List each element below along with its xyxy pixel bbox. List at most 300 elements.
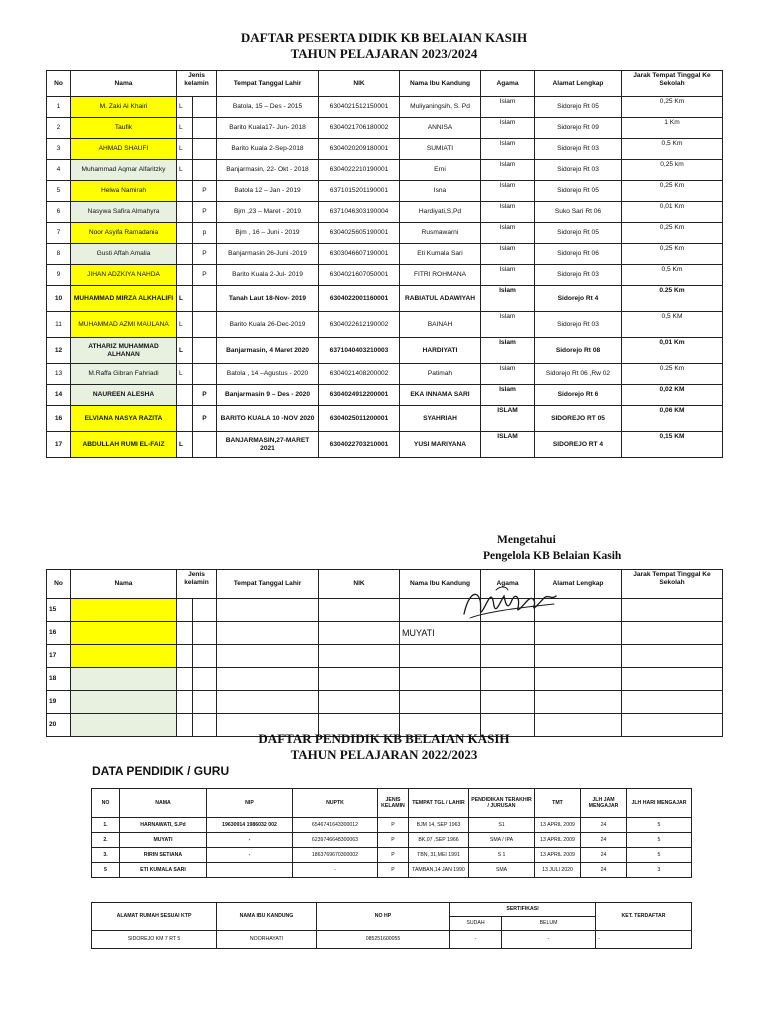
header2-jarak: Jarak Tempat Tinggal Ke Sekolah bbox=[622, 570, 723, 599]
student-gender-p: P bbox=[193, 385, 217, 406]
teacher-nip: 19630914 1986032 002 bbox=[207, 818, 293, 833]
detail-belum: - bbox=[502, 931, 596, 949]
student-name: ABDULLAH RUMI EL-FAIZ bbox=[71, 432, 177, 458]
student-mother: Eti Kumala Sari bbox=[400, 244, 481, 265]
student2-nik bbox=[319, 645, 400, 668]
acknowledgement-line-2: Pengelola KB Belaian Kasih bbox=[483, 550, 622, 562]
student-no: 5 bbox=[47, 181, 71, 202]
student2-nik bbox=[319, 691, 400, 714]
student-nik: 6371040403210003 bbox=[319, 338, 400, 364]
teacher-nip bbox=[207, 863, 293, 878]
student-row bbox=[47, 223, 723, 244]
title-line-1: DAFTAR PESERTA DIDIK KB BELAIAN KASIH bbox=[240, 30, 528, 45]
student2-row bbox=[47, 668, 723, 691]
student2-p bbox=[193, 622, 217, 645]
student2-jarak bbox=[622, 691, 723, 714]
student-mother: Isna bbox=[400, 181, 481, 202]
header-agama: Agama bbox=[481, 71, 535, 97]
student-address: Sidorejo Rt 08 bbox=[535, 338, 622, 364]
teacher-nip: - bbox=[207, 848, 293, 863]
teacher-hari: 5 bbox=[627, 833, 692, 848]
header-no: No bbox=[47, 71, 71, 97]
student-distance: 0,25 Km bbox=[622, 223, 723, 244]
student-religion: Islam bbox=[481, 223, 535, 244]
student-gender-p bbox=[193, 97, 217, 118]
details-header-sertifikasi: SERTIFIKASI bbox=[450, 903, 596, 917]
student-no: 12 bbox=[47, 338, 71, 364]
student2-no: 16 bbox=[47, 622, 71, 645]
student-name: Noor Asyifa Ramadania bbox=[71, 223, 177, 244]
student-row bbox=[47, 181, 723, 202]
student2-row bbox=[47, 691, 723, 714]
student-religion: Islam bbox=[481, 385, 535, 406]
student-religion: Islam bbox=[481, 312, 535, 338]
header2-ttl: Tempat Tanggal Lahir bbox=[217, 570, 319, 599]
student-name: Taufik bbox=[71, 118, 177, 139]
student2-jarak bbox=[622, 599, 723, 622]
teacher-row bbox=[92, 848, 692, 863]
student-address: Sidorejo Rt 6 bbox=[535, 385, 622, 406]
student-gender-l: L bbox=[177, 338, 193, 364]
details-header-alamat: ALAMAT RUMAH SESUAI KTP bbox=[92, 903, 217, 931]
student2-alamat bbox=[535, 645, 622, 668]
student-gender-p bbox=[193, 432, 217, 458]
student-nik: 6304022210190001 bbox=[319, 160, 400, 181]
students2-header-row bbox=[47, 570, 723, 599]
student-nik: 6371015201190001 bbox=[319, 181, 400, 202]
guru-header-tmt: TMT bbox=[535, 789, 581, 818]
student-address: Sidorejo Rt 05 bbox=[535, 97, 622, 118]
student-distance: 0,02 KM bbox=[622, 385, 723, 406]
teacher-details-table bbox=[91, 902, 692, 949]
student-no: 14 bbox=[47, 385, 71, 406]
detail-alamat: SIDOREJO KM 7 RT 5 bbox=[92, 931, 217, 949]
details-header-hp: NO HP bbox=[317, 903, 450, 931]
document-title-2 bbox=[0, 731, 768, 763]
student-gender-l: L bbox=[177, 160, 193, 181]
student2-alamat bbox=[535, 668, 622, 691]
student-mother: Erni bbox=[400, 160, 481, 181]
teacher-hari: 5 bbox=[627, 818, 692, 833]
section-title: DATA PENDIDIK / GURU bbox=[92, 764, 230, 778]
student-name: NAUREEN ALESHA bbox=[71, 385, 177, 406]
student2-name bbox=[71, 668, 177, 691]
student-name: M. Zaki Al Khairi bbox=[71, 97, 177, 118]
student-gender-l bbox=[177, 406, 193, 432]
student2-l bbox=[177, 622, 193, 645]
student2-row bbox=[47, 645, 723, 668]
student-address: Sidorejo Rt 03 bbox=[535, 160, 622, 181]
detail-sudah: - bbox=[450, 931, 502, 949]
student-nik: 6304025605190001 bbox=[319, 223, 400, 244]
student-mother: ANNISA bbox=[400, 118, 481, 139]
student-gender-l bbox=[177, 223, 193, 244]
teacher-tmt: 13 JULI 2020 bbox=[535, 863, 581, 878]
student2-mother bbox=[400, 691, 481, 714]
student-mother: YUSI MARIYANA bbox=[400, 432, 481, 458]
student2-agama bbox=[481, 645, 535, 668]
student-address: Sidorejo Rt 06 ,Rw 02 bbox=[535, 364, 622, 385]
teacher-hari: 5 bbox=[627, 848, 692, 863]
student-religion: ISLAM bbox=[481, 432, 535, 458]
student-mother: HARDIYATI bbox=[400, 338, 481, 364]
student-no: 10 bbox=[47, 286, 71, 312]
teacher-nuptk: 6546741643300012 bbox=[293, 818, 378, 833]
header-alamat: Alamat Lengkap bbox=[535, 71, 622, 97]
student-name: Nasywa Safira Almahyra bbox=[71, 202, 177, 223]
student-no: 16 bbox=[47, 406, 71, 432]
student-mother: FITRI ROHMANA bbox=[400, 265, 481, 286]
teacher-nama: HARNAWATI, S.Pd bbox=[120, 818, 207, 833]
student-distance: 0,5 KM bbox=[622, 312, 723, 338]
teacher-ttl: BJM 14, SEP 1963 bbox=[409, 818, 469, 833]
student2-l bbox=[177, 645, 193, 668]
student-nik: 6304022612190002 bbox=[319, 312, 400, 338]
student-gender-p: P bbox=[193, 265, 217, 286]
student-distance: 0,5 Km bbox=[622, 139, 723, 160]
student-address: SIDOREJO RT 05 bbox=[535, 406, 622, 432]
student2-mother bbox=[400, 668, 481, 691]
teacher-nama: ETI KUMALA SARI bbox=[120, 863, 207, 878]
signature bbox=[456, 578, 576, 626]
student-row bbox=[47, 286, 723, 312]
students-table-2 bbox=[46, 569, 723, 737]
student-mother: RABIATUL ADAWIYAH bbox=[400, 286, 481, 312]
guru-header-pendidikan: PENDIDIKAN TERAKHIR / JURUSAN bbox=[469, 789, 535, 818]
student-gender-p: P bbox=[193, 244, 217, 265]
student-row bbox=[47, 364, 723, 385]
header-nama: Nama bbox=[71, 71, 177, 97]
details-header-ket: KET. TERDAFTAR bbox=[596, 903, 692, 931]
student-gender-p bbox=[193, 312, 217, 338]
student-nik: 6304021408200002 bbox=[319, 364, 400, 385]
acknowledgement-line-1: Mengetahui bbox=[497, 534, 556, 546]
student-nik: 6304021706180002 bbox=[319, 118, 400, 139]
student-address: Sidorejo Rt 09 bbox=[535, 118, 622, 139]
student-birth: Barito Kuala 2-Sep-2018 bbox=[217, 139, 319, 160]
student-birth: Banjarmasin 26-Juni -2019 bbox=[217, 244, 319, 265]
teacher-tmt: 13 APRIL 2009 bbox=[535, 833, 581, 848]
student-nik: 6304024912200001 bbox=[319, 385, 400, 406]
student2-ttl bbox=[217, 691, 319, 714]
header-nik: NIK bbox=[319, 71, 400, 97]
header2-nama: Nama bbox=[71, 570, 177, 599]
student-birth: BARITO KUALA 10 -NOV 2020 bbox=[217, 406, 319, 432]
student-religion: ISLAM bbox=[481, 406, 535, 432]
teacher-jk: P bbox=[378, 833, 409, 848]
student-distance: 0,06 KM bbox=[622, 406, 723, 432]
student-no: 4 bbox=[47, 160, 71, 181]
header2-no: No bbox=[47, 570, 71, 599]
student2-agama bbox=[481, 691, 535, 714]
student-nik: 6304025011200001 bbox=[319, 406, 400, 432]
student-gender-l bbox=[177, 385, 193, 406]
student2-nik bbox=[319, 668, 400, 691]
student-religion: Islam bbox=[481, 286, 535, 312]
student-mother: Muliyaningsih, S. Pd bbox=[400, 97, 481, 118]
teacher-nama: RIRIN SETIANA bbox=[120, 848, 207, 863]
student-row bbox=[47, 312, 723, 338]
guru-header-jam: JLH JAM MENGAJAR bbox=[581, 789, 627, 818]
student-address: Suko Sari Rt 06 bbox=[535, 202, 622, 223]
student2-no: 19 bbox=[47, 691, 71, 714]
teacher-nuptk: - bbox=[293, 863, 378, 878]
teacher-no: 5 bbox=[92, 863, 120, 878]
student2-nik bbox=[319, 599, 400, 622]
student-religion: Islam bbox=[481, 364, 535, 385]
header2-jenis-kelamin: Jenis kelamin bbox=[177, 570, 217, 599]
student-name: MUHAMMAD AZMI MAULANA bbox=[71, 312, 177, 338]
student-mother: SYAHRIAH bbox=[400, 406, 481, 432]
teachers-header-row bbox=[92, 789, 692, 818]
header2-ibu: Nama Ibu Kandung bbox=[400, 570, 481, 599]
student-row bbox=[47, 97, 723, 118]
teacher-jam: 24 bbox=[581, 848, 627, 863]
teacher-tmt: 13 APRIL 2009 bbox=[535, 818, 581, 833]
detail-hp: 085251600055 bbox=[317, 931, 450, 949]
student-birth: BANJARMASIN,27-MARET 2021 bbox=[217, 432, 319, 458]
teacher-row bbox=[92, 863, 692, 878]
student-no: 17 bbox=[47, 432, 71, 458]
student-gender-p: P bbox=[193, 202, 217, 223]
student-gender-p bbox=[193, 160, 217, 181]
student-gender-p: p bbox=[193, 223, 217, 244]
header2-nik: NIK bbox=[319, 570, 400, 599]
teacher-ttl: TBN, 31,MEI 1991 bbox=[409, 848, 469, 863]
student-no: 7 bbox=[47, 223, 71, 244]
student-birth: Tanah Laut 18-Nov- 2019 bbox=[217, 286, 319, 312]
student-birth: Batola, 15 – Des - 2015 bbox=[217, 97, 319, 118]
student-name: MUHAMMAD MIRZA ALKHALIFI bbox=[71, 286, 177, 312]
student-distance: 0,5 Km bbox=[622, 265, 723, 286]
teacher-jk: P bbox=[378, 863, 409, 878]
students-header-row bbox=[47, 71, 723, 97]
student2-l bbox=[177, 668, 193, 691]
student2-ttl bbox=[217, 668, 319, 691]
student-distance: 0,15 KM bbox=[622, 432, 723, 458]
student-gender-l: L bbox=[177, 97, 193, 118]
student-address: Sidorejo Rt 4 bbox=[535, 286, 622, 312]
student-row bbox=[47, 244, 723, 265]
guru-header-no: NO bbox=[92, 789, 120, 818]
teacher-hari: 3 bbox=[627, 863, 692, 878]
student-birth: Batola , 14 –Agustus - 2020 bbox=[217, 364, 319, 385]
teacher-nama: MUYATI bbox=[120, 833, 207, 848]
student2-no: 20 bbox=[47, 714, 71, 737]
header-jenis-kelamin: Jenis kelamin bbox=[177, 71, 217, 97]
student-name: ELVIANA NASYA RAZITA bbox=[71, 406, 177, 432]
student2-alamat bbox=[535, 691, 622, 714]
student-row bbox=[47, 432, 723, 458]
student-name: Muhammad Aqmar Alfaritzky bbox=[71, 160, 177, 181]
student-nik: 6304022703210001 bbox=[319, 432, 400, 458]
student-address: Sidorejo Rt 03 bbox=[535, 139, 622, 160]
student-distance: 0,01 Km bbox=[622, 202, 723, 223]
title2-line-2: TAHUN PELAJARAN 2022/2023 bbox=[290, 747, 478, 762]
student-gender-l bbox=[177, 202, 193, 223]
acknowledgement bbox=[483, 532, 621, 564]
student-name: Gusti Affah Amalia bbox=[71, 244, 177, 265]
student-address: SIDOREJO RT 4 bbox=[535, 432, 622, 458]
student-nik: 6304020209180001 bbox=[319, 139, 400, 160]
student-gender-p bbox=[193, 286, 217, 312]
teacher-pendidikan: SMA / IPA bbox=[469, 833, 535, 848]
header-ibu: Nama Ibu Kandung bbox=[400, 71, 481, 97]
student-mother: Rusmawarni bbox=[400, 223, 481, 244]
student-distance: 0,01 Km bbox=[622, 338, 723, 364]
student-address: Sidorejo Rt 05 bbox=[535, 181, 622, 202]
student-row bbox=[47, 338, 723, 364]
guru-header-nama: NAMA bbox=[120, 789, 207, 818]
student-religion: Islam bbox=[481, 139, 535, 160]
teacher-row bbox=[92, 833, 692, 848]
student2-mother: MUYATI bbox=[400, 622, 481, 645]
student-gender-l: L bbox=[177, 139, 193, 160]
header2-agama: Agama bbox=[481, 570, 535, 599]
student-distance: 1 Km bbox=[622, 118, 723, 139]
student-row bbox=[47, 406, 723, 432]
student-birth: Bjm , 16 – Juni - 2019 bbox=[217, 223, 319, 244]
student2-row bbox=[47, 622, 723, 645]
student-birth: Banjarmasin, 22- Okt - 2018 bbox=[217, 160, 319, 181]
teacher-nip: - bbox=[207, 833, 293, 848]
guru-header-ttl: TEMPAT TGL / LAHIR bbox=[409, 789, 469, 818]
student-gender-l bbox=[177, 265, 193, 286]
teacher-no: 2. bbox=[92, 833, 120, 848]
student2-jarak bbox=[622, 668, 723, 691]
teacher-no: 3. bbox=[92, 848, 120, 863]
student-birth: Barito Kuala 26-Dec-2019 bbox=[217, 312, 319, 338]
details-data-row bbox=[92, 931, 692, 949]
student-name: M.Raffa Gibran Fahriadi bbox=[71, 364, 177, 385]
student-distance: 0.25 Km bbox=[622, 286, 723, 312]
teacher-pendidikan: SMA bbox=[469, 863, 535, 878]
guru-header-hari: JLH HARI MENGAJAR bbox=[627, 789, 692, 818]
student-no: 3 bbox=[47, 139, 71, 160]
guru-header-nip: NIP bbox=[207, 789, 293, 818]
teacher-ttl: TAMBAN,14 JAN 1990 bbox=[409, 863, 469, 878]
student2-l bbox=[177, 691, 193, 714]
student-religion: Islam bbox=[481, 97, 535, 118]
student2-name bbox=[71, 622, 177, 645]
student-distance: 0,25 Km bbox=[622, 97, 723, 118]
details-header-sudah: SUDAH bbox=[450, 917, 502, 931]
student2-no: 17 bbox=[47, 645, 71, 668]
student-nik: 6371046303190004 bbox=[319, 202, 400, 223]
student-name: Helwa Namirah bbox=[71, 181, 177, 202]
student-gender-p: P bbox=[193, 406, 217, 432]
header-jarak: Jarak Tempat Tinggal Ke Sekolah bbox=[622, 71, 723, 97]
guru-header-jenis-kelamin: JENIS KELAMIN bbox=[378, 789, 409, 818]
title2-line-1: DAFTAR PENDIDIK KB BELAIAN KASIH bbox=[258, 731, 510, 746]
student-distance: 0,25 Km bbox=[622, 244, 723, 265]
teacher-nuptk: 6239746648300063 bbox=[293, 833, 378, 848]
student2-ttl bbox=[217, 599, 319, 622]
student2-p bbox=[193, 599, 217, 622]
teacher-jk: P bbox=[378, 848, 409, 863]
student-row bbox=[47, 160, 723, 181]
student-religion: Islam bbox=[481, 160, 535, 181]
student-name: AHMAD SHAUFI bbox=[71, 139, 177, 160]
student2-name bbox=[71, 645, 177, 668]
teacher-ttl: BK,07 ,SEP 1966 bbox=[409, 833, 469, 848]
student-no: 13 bbox=[47, 364, 71, 385]
student-row bbox=[47, 202, 723, 223]
student-religion: Islam bbox=[481, 244, 535, 265]
student-birth: Banjarmasin 9 – Des - 2020 bbox=[217, 385, 319, 406]
guru-header-nuptk: NUPTK bbox=[293, 789, 378, 818]
teacher-nuptk: 1863769670300002 bbox=[293, 848, 378, 863]
detail-ibu: NOORHAYATI bbox=[217, 931, 317, 949]
student-no: 8 bbox=[47, 244, 71, 265]
student-gender-l: L bbox=[177, 118, 193, 139]
student-nik: 6303046607190001 bbox=[319, 244, 400, 265]
student2-nik bbox=[319, 622, 400, 645]
student-birth: Batola 12 – Jan - 2019 bbox=[217, 181, 319, 202]
student-birth: Barito Kuala 2-Jul- 2019 bbox=[217, 265, 319, 286]
student-gender-l bbox=[177, 181, 193, 202]
student-row bbox=[47, 265, 723, 286]
student-religion: Islam bbox=[481, 202, 535, 223]
students-table bbox=[46, 70, 723, 458]
teacher-row bbox=[92, 818, 692, 833]
teachers-table bbox=[91, 788, 692, 878]
student-row bbox=[47, 118, 723, 139]
student-gender-l: L bbox=[177, 312, 193, 338]
student-mother: SUMIATI bbox=[400, 139, 481, 160]
student-nik: 6304021512150001 bbox=[319, 97, 400, 118]
student-address: Sidorejo Rt 03 bbox=[535, 312, 622, 338]
student2-jarak bbox=[622, 645, 723, 668]
student-name: ATHARIZ MUHAMMAD ALHANAN bbox=[71, 338, 177, 364]
student-name: JIHAN ADZKIYA NAHDA bbox=[71, 265, 177, 286]
title-line-2: TAHUN PELAJARAN 2023/2024 bbox=[290, 46, 478, 61]
header-ttl: Tempat Tanggal Lahir bbox=[217, 71, 319, 97]
student-gender-l: L bbox=[177, 286, 193, 312]
student-gender-p bbox=[193, 118, 217, 139]
student2-row bbox=[47, 599, 723, 622]
student-address: Sidorejo Rt 03 bbox=[535, 265, 622, 286]
student2-ttl bbox=[217, 622, 319, 645]
student-birth: Bjm ,23 – Maret - 2019 bbox=[217, 202, 319, 223]
teacher-jam: 24 bbox=[581, 863, 627, 878]
detail-ket: - bbox=[596, 931, 692, 949]
student-no: 2 bbox=[47, 118, 71, 139]
student-religion: Islam bbox=[481, 265, 535, 286]
student-no: 11 bbox=[47, 312, 71, 338]
student-birth: Barito Kuala17- Jun- 2018 bbox=[217, 118, 319, 139]
student-mother: Patimah bbox=[400, 364, 481, 385]
details-header-row-1 bbox=[92, 903, 692, 917]
header2-alamat: Alamat Lengkap bbox=[535, 570, 622, 599]
student-distance: 0,25 Km bbox=[622, 181, 723, 202]
details-header-ibu: NAMA IBU KANDUNG bbox=[217, 903, 317, 931]
teacher-pendidikan: S1 bbox=[469, 818, 535, 833]
details-header-belum: BELUM bbox=[502, 917, 596, 931]
student2-mother bbox=[400, 645, 481, 668]
student-no: 9 bbox=[47, 265, 71, 286]
student-mother: BAINAH bbox=[400, 312, 481, 338]
student-address: Sidorejo Rt 05 bbox=[535, 223, 622, 244]
student-row bbox=[47, 385, 723, 406]
teacher-jam: 24 bbox=[581, 833, 627, 848]
student-no: 1 bbox=[47, 97, 71, 118]
student-religion: Islam bbox=[481, 181, 535, 202]
student2-p bbox=[193, 691, 217, 714]
student-distance: 0.25 Km bbox=[622, 364, 723, 385]
student2-p bbox=[193, 645, 217, 668]
student2-agama bbox=[481, 668, 535, 691]
